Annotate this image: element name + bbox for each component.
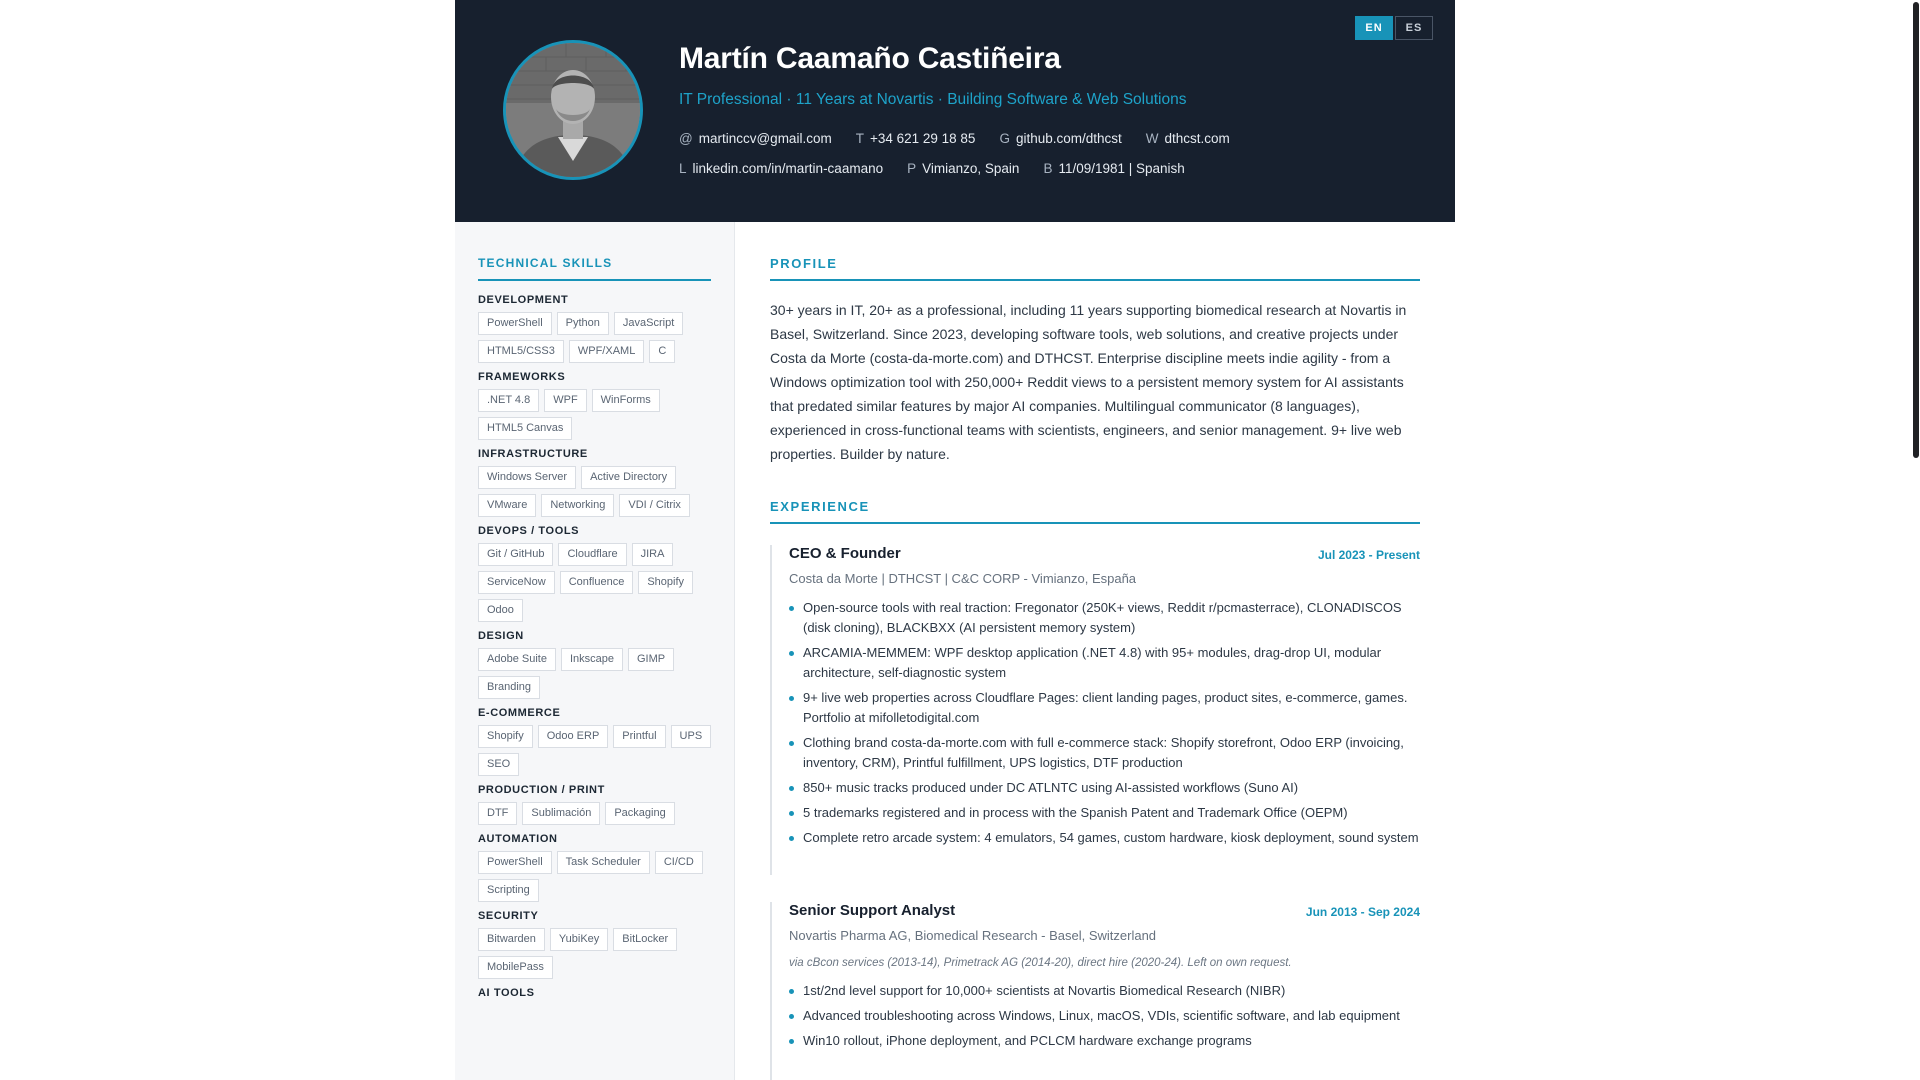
- skill-tag: Sublimación: [522, 802, 600, 825]
- skill-tag: Git / GitHub: [478, 543, 553, 566]
- skill-tag: Networking: [541, 494, 614, 517]
- scrollbar-thumb[interactable]: [1913, 2, 1919, 458]
- skill-tag: Odoo: [478, 599, 523, 622]
- skill-group-title: E-COMMERCE: [478, 707, 561, 719]
- skill-tag: Packaging: [605, 802, 674, 825]
- skill-tag: Bitwarden: [478, 928, 545, 951]
- skill-tag: WPF/XAML: [569, 340, 644, 363]
- skill-tag: JavaScript: [614, 312, 683, 335]
- skill-tag: VMware: [478, 494, 536, 517]
- contact-linkedin-text[interactable]: linkedin.com/in/martin-caamano: [692, 161, 884, 176]
- skill-tag: Scripting: [478, 879, 539, 902]
- phone-icon: T: [855, 131, 864, 146]
- skill-tag: Task Scheduler: [557, 851, 650, 874]
- skill-tag: YubiKey: [550, 928, 608, 951]
- skill-tag: DTF: [478, 802, 517, 825]
- skill-group-title: AI TOOLS: [478, 987, 535, 999]
- job-bullet: 850+ music tracks produced under DC ATLNTC using AI-assisted workflows (Suno AI): [789, 778, 1420, 798]
- skill-group: [478, 707, 718, 776]
- job-bullet: Win10 rollout, iPhone deployment, and PCLCM hardware exchange programs: [789, 1031, 1420, 1051]
- contact-birthdate-text: 11/09/1981 | Spanish: [1058, 161, 1185, 176]
- skill-tags: [478, 543, 718, 622]
- skill-tags: [478, 928, 718, 979]
- job-bullet: Open-source tools with real traction: Fregonator (250K+ views, Reddit r/pcmasterrace), CLONADISCOS (disk cloning), BLACKBXX (AI persistent memory system): [789, 598, 1420, 638]
- skill-tag: VDI / Citrix: [619, 494, 690, 517]
- job-bullets: [789, 598, 1420, 848]
- skill-tag: HTML5 Canvas: [478, 417, 572, 440]
- location-icon: P: [907, 161, 917, 176]
- skill-tag: Confluence: [560, 571, 634, 594]
- skill-tag: GIMP: [628, 648, 674, 671]
- skill-group-title: PRODUCTION / PRINT: [478, 784, 605, 796]
- job-bullet: 9+ live web properties across Cloudflare Pages: client landing pages, product sites, e-commerce, games. Portfolio at mifolletodigital.com: [789, 688, 1420, 728]
- contact-email[interactable]: [679, 131, 832, 146]
- skill-group: [478, 525, 718, 622]
- job-date: Jun 2013 - Sep 2024: [1305, 905, 1420, 919]
- experience-entry: [770, 902, 1420, 1080]
- skill-tag: Adobe Suite: [478, 648, 556, 671]
- skill-tags: [478, 851, 718, 902]
- job-bullet: Advanced troubleshooting across Windows, Linux, macOS, VDIs, scientific software, and lab equipment: [789, 1006, 1420, 1026]
- job-bullets: [789, 981, 1420, 1051]
- skill-group-title: AUTOMATION: [478, 833, 558, 845]
- skill-tag: Printful: [613, 725, 665, 748]
- email-icon: @: [679, 131, 693, 146]
- job-bullet: Complete retro arcade system: 4 emulators, 54 games, custom hardware, kiosk deployment, sound system: [789, 828, 1420, 848]
- page-scrollbar[interactable]: [1911, 0, 1920, 1080]
- linkedin-icon: L: [679, 161, 687, 176]
- profile-heading: PROFILE: [770, 256, 1420, 281]
- skill-tag: .NET 4.8: [478, 389, 539, 412]
- job-header: [789, 902, 1420, 924]
- contact-location-text: Vimianzo, Spain: [922, 161, 1020, 176]
- job-company: Costa da Morte | DTHCST | C&C CORP - Vimianzo, España: [789, 571, 1137, 586]
- skill-tag: BitLocker: [613, 928, 677, 951]
- job-bullet: 5 trademarks registered and in process with the Spanish Patent and Trademark Office (OEPM): [789, 803, 1420, 823]
- skill-groups: [478, 294, 718, 1007]
- skill-tags: [478, 648, 718, 699]
- contact-phone-text[interactable]: +34 621 29 18 85: [869, 131, 976, 146]
- skill-tag: Inkscape: [561, 648, 623, 671]
- skill-tag: Shopify: [478, 725, 533, 748]
- contact-website[interactable]: [1146, 131, 1230, 146]
- skill-tags: [478, 312, 718, 363]
- skill-group-title: DESIGN: [478, 630, 524, 642]
- profile-photo: [503, 40, 643, 180]
- skill-tag: Branding: [478, 676, 540, 699]
- skill-tags: [478, 802, 718, 825]
- skill-tag: CI/CD: [655, 851, 703, 874]
- skill-group: [478, 987, 718, 999]
- job-bullet: ARCAMIA-MEMMEM: WPF desktop application (.NET 4.8) with 95+ modules, drag-drop UI, modular architecture, self-diagnostic system: [789, 643, 1420, 683]
- skill-tag: WPF: [544, 389, 586, 412]
- skills-title: TECHNICAL SKILLS: [478, 256, 711, 281]
- profile-summary: 30+ years in IT, 20+ as a professional, including 11 years supporting biomedical research at Novartis in Basel, Switzerland. Since 2023, developing software tools, web solutions, and creative projects under Costa da Morte (costa-da-morte.com) and DTHCST. Enterprise discipline meets indie agility - from a Windows optimization tool with 250,000+ Reddit views to a persistent memory system for AI assistants that predated similar features by major AI companies. Multilingual communicator (8 languages), experienced in cross-functional teams with scientists, engineers, and senior management. 9+ live web properties. Builder by nature.: [770, 302, 1407, 462]
- skill-tag: Python: [557, 312, 609, 335]
- skill-group: [478, 630, 718, 699]
- contact-row: [679, 131, 1399, 146]
- skill-group: [478, 371, 718, 440]
- job-header: [789, 545, 1420, 567]
- skill-group-title: SECURITY: [478, 910, 539, 922]
- skill-tag: MobilePass: [478, 956, 553, 979]
- skill-tag: UPS: [671, 725, 712, 748]
- skill-group-title: DEVELOPMENT: [478, 294, 569, 306]
- contact-linkedin[interactable]: [679, 161, 883, 176]
- skill-tag: WinForms: [592, 389, 660, 412]
- job-bullet: 1st/2nd level support for 10,000+ scientists at Novartis Biomedical Research (NIBR): [789, 981, 1420, 1001]
- contact-email-text[interactable]: martinccv@gmail.com: [698, 131, 832, 146]
- skill-tags: [478, 389, 718, 440]
- skill-group-title: INFRASTRUCTURE: [478, 448, 588, 460]
- skill-group: [478, 294, 718, 363]
- website-icon: W: [1145, 131, 1159, 146]
- skill-tag: SEO: [478, 753, 519, 776]
- experience-heading: EXPERIENCE: [770, 499, 1420, 524]
- skill-group-title: DEVOPS / TOOLS: [478, 525, 580, 537]
- job-role: CEO & Founder: [789, 545, 901, 562]
- experience-entry: [770, 545, 1420, 875]
- skill-tag: C: [649, 340, 675, 363]
- contact-github-text[interactable]: github.com/dthcst: [1015, 131, 1122, 146]
- contact-row: [679, 161, 1399, 176]
- skill-tag: PowerShell: [478, 312, 552, 335]
- skill-tag: ServiceNow: [478, 571, 555, 594]
- job-note: via cBcon services (2013-14), Primetrack AG (2014-20), direct hire (2020-24). Left on own request.: [789, 957, 1292, 969]
- language-es-button[interactable]: ES: [1395, 16, 1433, 40]
- skills-sidebar: [455, 222, 735, 1080]
- skill-tags: [478, 466, 718, 517]
- skill-tags: [478, 725, 718, 776]
- skill-tag: HTML5/CSS3: [478, 340, 564, 363]
- skill-tag: Active Directory: [581, 466, 676, 489]
- job-bullet: Clothing brand costa-da-morte.com with full e-commerce stack: Shopify storefront, Odoo ERP (invoicing, inventory, CRM), Printful fulfillment, UPS logistics, DTF production: [789, 733, 1420, 773]
- skill-group: [478, 910, 718, 979]
- candidate-tagline: IT Professional · 11 Years at Novartis · Building Software & Web Solutions: [679, 91, 1187, 108]
- contact-website-text[interactable]: dthcst.com: [1164, 131, 1230, 146]
- resume-header: [455, 0, 1455, 222]
- contact-location: [907, 161, 1019, 176]
- contact-github[interactable]: [999, 131, 1121, 146]
- skill-group-title: FRAMEWORKS: [478, 371, 566, 383]
- skill-tag: Shopify: [638, 571, 693, 594]
- skill-tag: Odoo ERP: [538, 725, 609, 748]
- skill-tag: Windows Server: [478, 466, 576, 489]
- language-switcher: [1355, 16, 1433, 40]
- skill-group: [478, 784, 718, 825]
- skill-tag: PowerShell: [478, 851, 552, 874]
- github-icon: G: [999, 131, 1010, 146]
- language-en-button[interactable]: EN: [1355, 16, 1393, 40]
- resume-page: [455, 0, 1455, 1080]
- skill-tag: Cloudflare: [558, 543, 626, 566]
- birthdate-icon: B: [1043, 161, 1053, 176]
- job-role: Senior Support Analyst: [789, 902, 956, 919]
- candidate-name: Martín Caamaño Castiñeira: [679, 42, 1061, 75]
- skill-group: [478, 833, 718, 902]
- skill-group: [478, 448, 718, 517]
- job-date: Jul 2023 - Present: [1317, 548, 1420, 562]
- job-company: Novartis Pharma AG, Biomedical Research - Basel, Switzerland: [789, 928, 1157, 943]
- contact-phone[interactable]: [856, 131, 976, 146]
- skill-tag: JIRA: [632, 543, 674, 566]
- contact-birthdate: [1043, 161, 1184, 176]
